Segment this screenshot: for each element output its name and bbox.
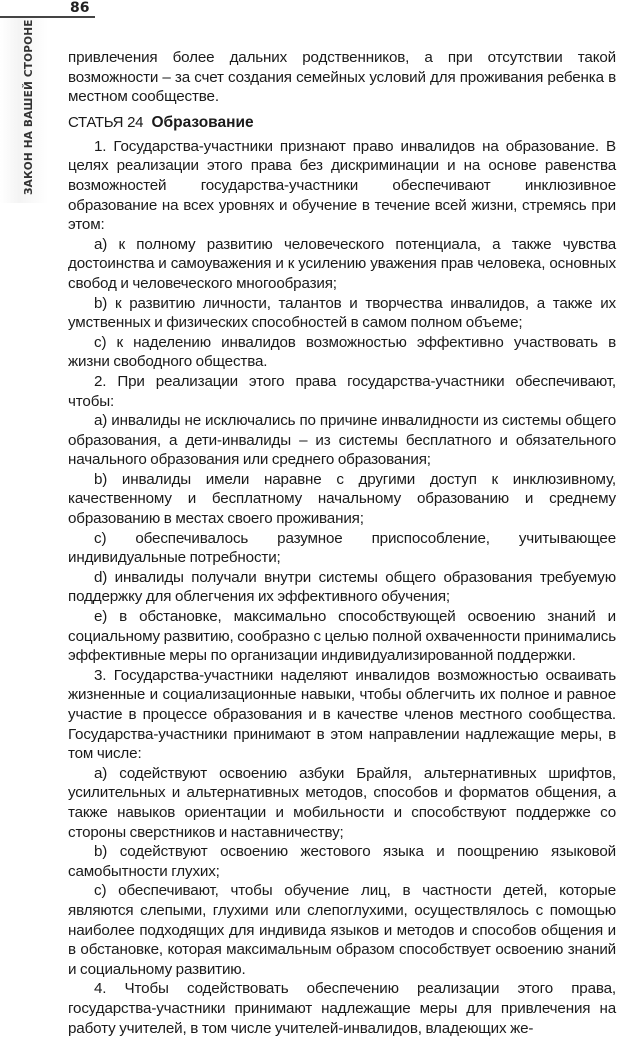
article-number: СТАТЬЯ 24 bbox=[68, 113, 144, 131]
intro-paragraph: привлечения более дальних родственников, а при отсутствии такой возможности – за счет создания семейных условий для проживания ребенка в местном сообществе. bbox=[68, 49, 616, 106]
paragraph: 3. Государства-участники наделяют инвалидов возможностью осваивать жизненные и социализационные навыки, чтобы облегчить их полное и равное участие в процессе образования и в качестве членов местного сообщества. Государства-участники принимают в этом направлении надлежащие меры, в том числе: bbox=[68, 666, 616, 763]
page-number: 86 bbox=[70, 0, 90, 16]
page-body bbox=[68, 48, 616, 1038]
paragraph: 4. Чтобы содействовать обеспечению реализации этого права, государства-участники принимают надлежащие меры для привлечения на работу учителей, в том числе учителей-инвалидов, владеющих же- bbox=[68, 980, 616, 1037]
paragraph: b) содействуют освоению жестового языка и поощрению языковой самобытности глухих; bbox=[68, 843, 616, 880]
paragraph: a) инвалиды не исключались по причине инвалидности из системы общего образования, а дети-инвалиды – из системы бесплатного и обязательного начального образования или среднего образования; bbox=[68, 412, 616, 469]
paragraph: 1. Государства-участники признают право инвалидов на образование. В целях реализации этого права без дискриминации и на основе равенства возможностей государства-участники обеспечивают инклюзивное образование на всех уровнях и обучение в течение всей жизни, стремясь при этом: bbox=[68, 137, 616, 234]
paragraph: b) к развитию личности, талантов и творчества инвалидов, а также их умственных и физических способностей в самом полном объеме; bbox=[68, 294, 616, 332]
paragraph: 2. При реализации этого права государства-участники обеспечивают, чтобы: bbox=[68, 372, 616, 410]
article-heading bbox=[68, 113, 616, 133]
paragraph: c) к наделению инвалидов возможностью эффективно участвовать в жизни свободного общества. bbox=[68, 333, 616, 371]
running-head: ЗАКОН НА ВАШЕЙ СТОРОНЕ bbox=[23, 19, 35, 195]
paragraph: a) содействуют освоению азбуки Брайля, альтернативных шрифтов, усилительных и альтернативных методов, способов и форматов общения, а также навыков ориентации и мобильности и способствуют поддержке со стороны сверстников и наставничеству; bbox=[68, 764, 616, 841]
article-title: Образование bbox=[151, 113, 254, 131]
paragraph: a) к полному развитию человеческого потенциала, а также чувства достоинства и самоуважения и к усилению уважения прав человека, основных свобод и человеческого многообразия; bbox=[68, 235, 616, 292]
paragraph: b) инвалиды имели наравне с другими доступ к инклюзивному, качественному и бесплатному начальному образованию и среднему образованию в местах своего проживания; bbox=[68, 470, 616, 528]
paragraph: e) в обстановке, максимально способствующей освоению знаний и социальному развитию, сообразно с целью полной охваченности принимались эффективные меры по организации индивидуализированной поддержки. bbox=[68, 608, 616, 665]
paragraph: c) обеспечивалось разумное приспособление, учитывающее индивидуальные потребности; bbox=[68, 529, 616, 567]
paragraph: d) инвалиды получали внутри системы общего образования требуемую поддержку для облегчения их эффективного обучения; bbox=[68, 568, 616, 606]
paragraph: c) обеспечивают, чтобы обучение лиц, в частности детей, которые являются слепыми, глухими или слепоглухими, осуществлялось с помощью наиболее подходящих для индивида языков и методов и способов общения и в обстановке, которая максимальным образом способствует освоению знаний и социальному развитию. bbox=[68, 882, 616, 978]
